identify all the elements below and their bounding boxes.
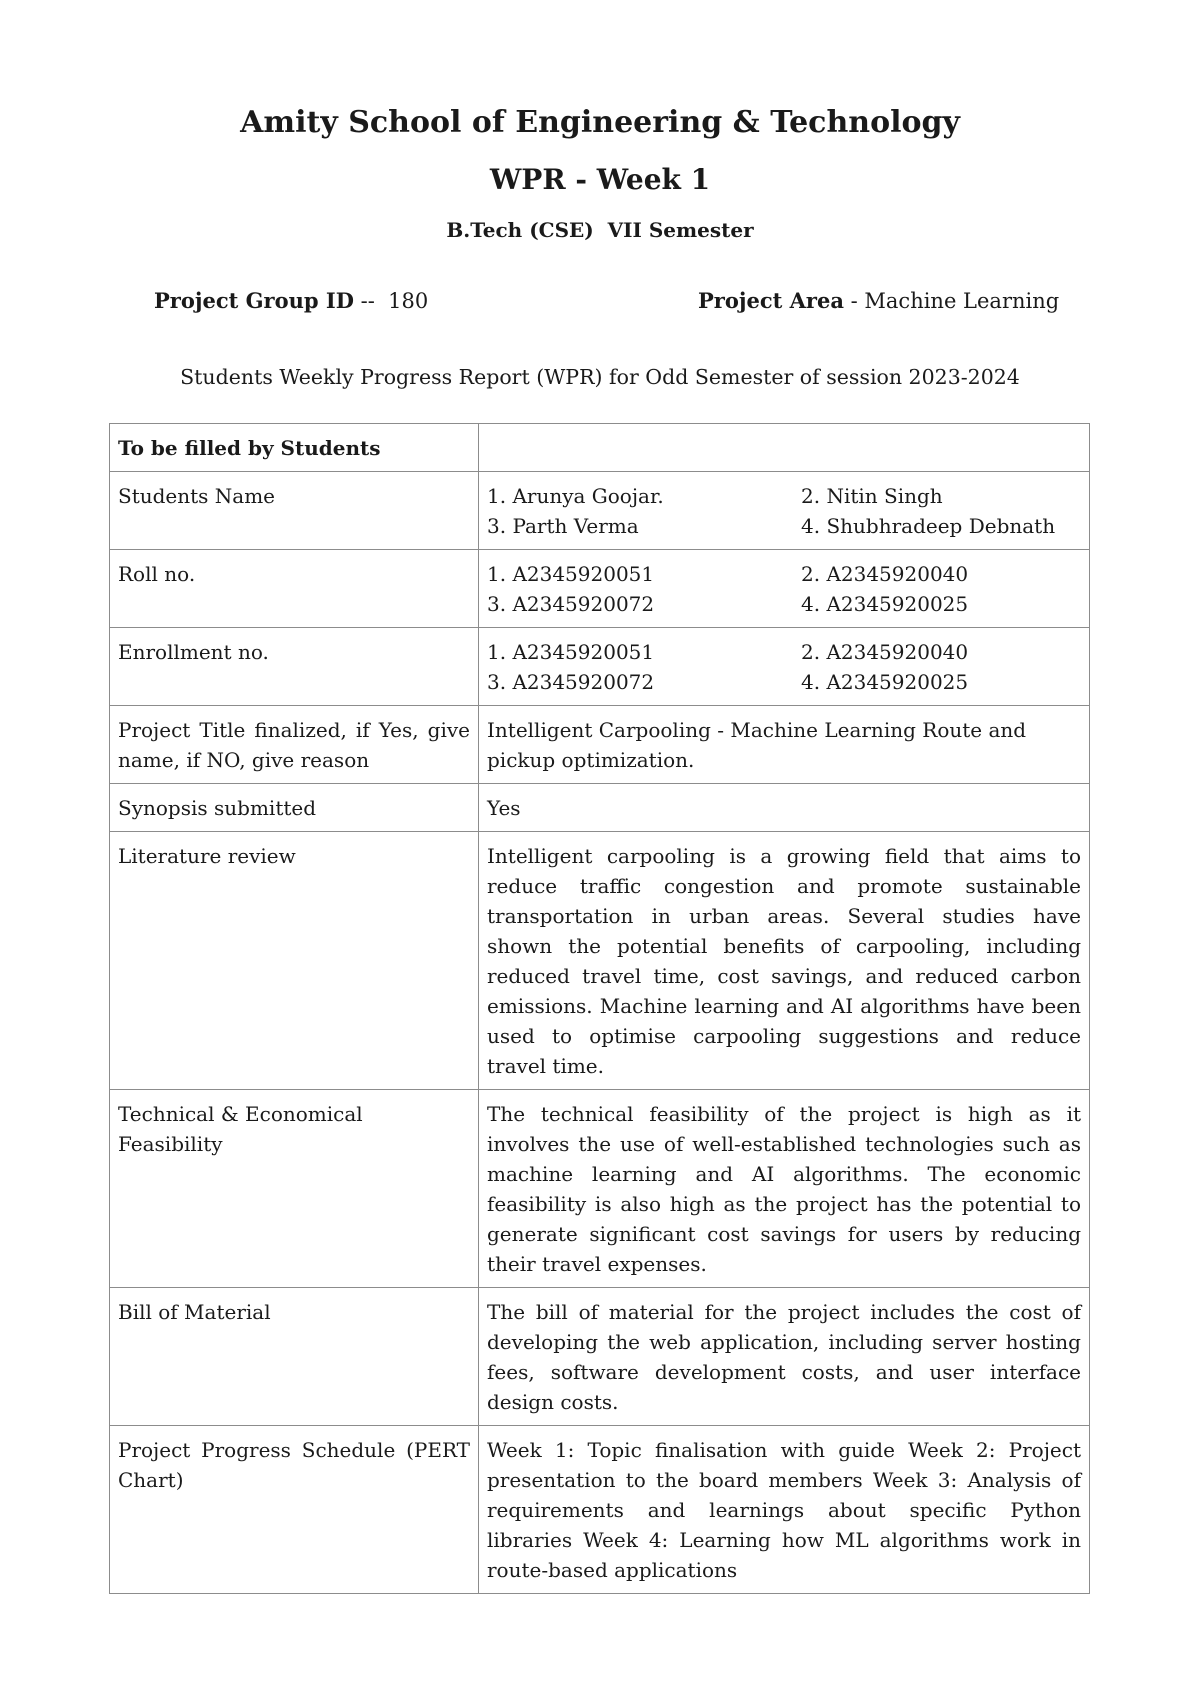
- project-title-label: Project Title finalized, if Yes, give name, if NO, give reason: [110, 706, 479, 784]
- project-area: [698, 288, 1059, 313]
- group-id-label: Project Group ID: [154, 288, 354, 313]
- literature-value: Intelligent carpooling is a growing field that aims to reduce traffic congestion and promote sustainable transportation in urban areas. Several studies have shown the potential benefits of carpooling, including reduced travel time, cost savings, and reduced carbon emissions. Machine learning and AI algorithms have been used to optimise carpooling suggestions and reduce travel time.: [479, 832, 1090, 1090]
- report-title: WPR - Week 1: [489, 163, 711, 196]
- program-semester: B.Tech (CSE) VII Semester: [446, 218, 754, 242]
- feasibility-label: Technical & Economical Feasibility: [110, 1090, 479, 1288]
- area-label: Project Area: [698, 288, 844, 313]
- students-value: [479, 472, 1090, 550]
- students-label: Students Name: [110, 472, 479, 550]
- table-row-students: [110, 472, 1090, 550]
- student-2: 2. Nitin Singh: [801, 484, 943, 508]
- table-row-pert: [110, 1426, 1090, 1594]
- student-1: 1. Arunya Goojar.: [487, 484, 664, 508]
- group-id-value: 180: [388, 289, 429, 313]
- project-group-id: [154, 288, 428, 313]
- enrollment-value: [479, 628, 1090, 706]
- enrollment-1: 1. A2345920051: [487, 640, 655, 664]
- roll-2: 2. A2345920040: [801, 562, 969, 586]
- table-row-roll: [110, 550, 1090, 628]
- table-row-enrollment: [110, 628, 1090, 706]
- enrollment-label: Enrollment no.: [110, 628, 479, 706]
- table-row-synopsis: [110, 784, 1090, 832]
- roll-value: [479, 550, 1090, 628]
- roll-3: 3. A2345920072: [487, 592, 655, 616]
- student-4: 4. Shubhradeep Debnath: [801, 514, 1056, 538]
- enrollment-3: 3. A2345920072: [487, 670, 655, 694]
- synopsis-label: Synopsis submitted: [110, 784, 479, 832]
- table-header-label: To be filled by Students: [110, 424, 479, 472]
- table-row-header: [110, 424, 1090, 472]
- pert-label: Project Progress Schedule (PERT Chart): [110, 1426, 479, 1594]
- table-row-literature: [110, 832, 1090, 1090]
- enrollment-4: 4. A2345920025: [801, 670, 969, 694]
- enrollment-2: 2. A2345920040: [801, 640, 969, 664]
- student-3: 3. Parth Verma: [487, 514, 639, 538]
- session-line: Students Weekly Progress Report (WPR) for Odd Semester of session 2023-2024: [180, 365, 1020, 389]
- project-title-value: Intelligent Carpooling - Machine Learning Route and pickup optimization.: [479, 706, 1090, 784]
- feasibility-value: The technical feasibility of the project is high as it involves the use of well-established technologies such as machine learning and AI algorithms. The economic feasibility is also high as the project has the potential to generate significant cost savings for users by reducing their travel expenses.: [479, 1090, 1090, 1288]
- pert-value: Week 1: Topic finalisation with guide Week 2: Project presentation to the board members Week 3: Analysis of requirements and learnings about specific Python libraries Week 4: Learning how ML algorithms work in route-based applications: [479, 1426, 1090, 1594]
- table-header-empty: [479, 424, 1090, 472]
- roll-1: 1. A2345920051: [487, 562, 655, 586]
- institution-title: Amity School of Engineering & Technology: [240, 105, 960, 140]
- area-value: Machine Learning: [864, 289, 1060, 313]
- wpr-table: [109, 423, 1090, 1594]
- area-separator: -: [843, 289, 865, 313]
- roll-label: Roll no.: [110, 550, 479, 628]
- bill-of-material-label: Bill of Material: [110, 1288, 479, 1426]
- synopsis-value: Yes: [479, 784, 1090, 832]
- literature-label: Literature review: [110, 832, 479, 1090]
- table-row-bill-of-material: [110, 1288, 1090, 1426]
- bill-of-material-value: The bill of material for the project includes the cost of developing the web application, including server hosting fees, software development costs, and user interface design costs.: [479, 1288, 1090, 1426]
- table-row-feasibility: [110, 1090, 1090, 1288]
- table-row-project-title: [110, 706, 1090, 784]
- roll-4: 4. A2345920025: [801, 592, 969, 616]
- group-id-separator: --: [353, 289, 389, 313]
